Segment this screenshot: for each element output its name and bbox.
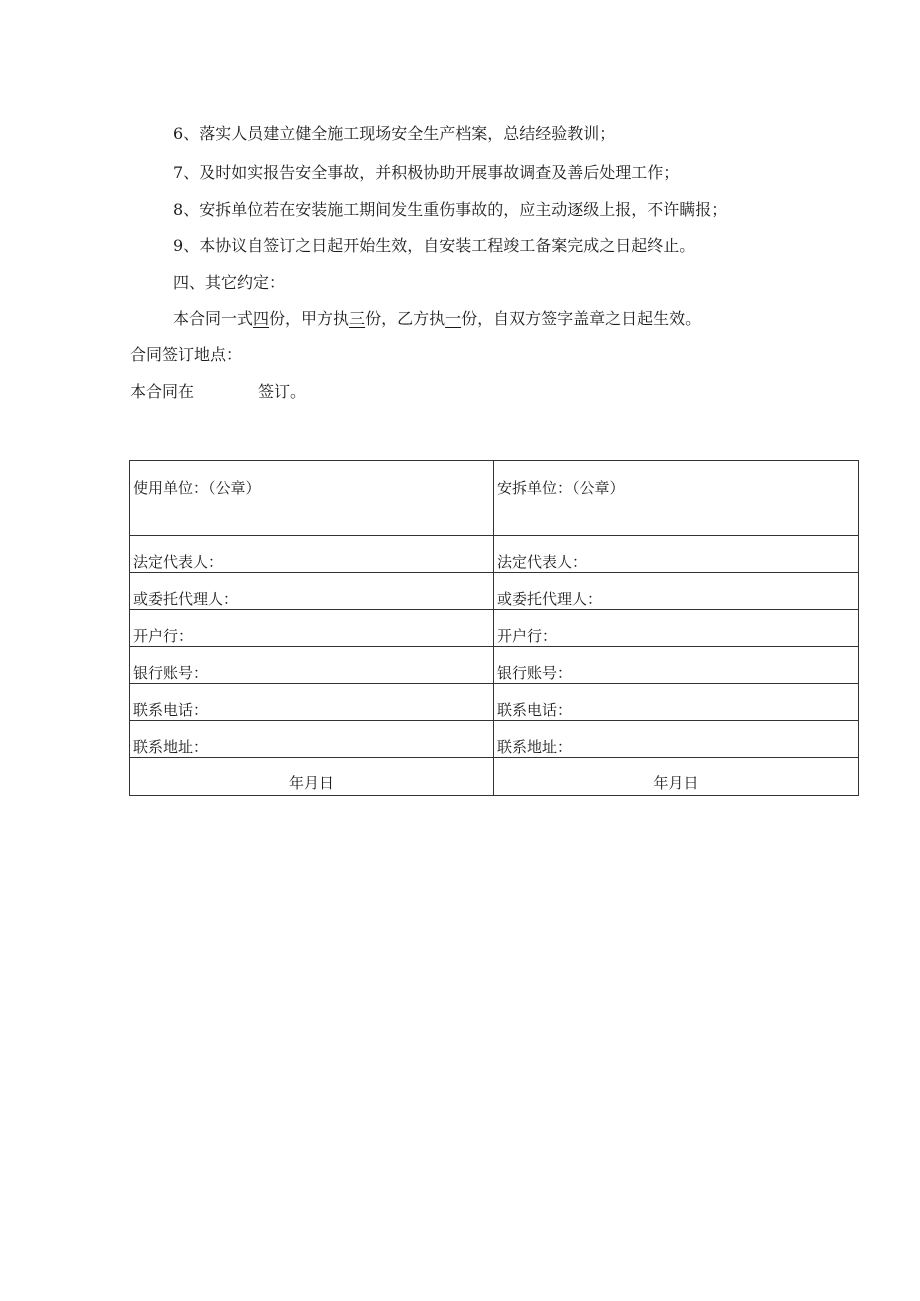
signing-place-label: 合同签订地点： xyxy=(130,345,243,364)
install-agent: 或委托代理人： xyxy=(494,573,859,610)
table-row xyxy=(130,758,859,796)
install-legal-rep: 法定代表人： xyxy=(494,536,859,573)
clause-number: 6 xyxy=(173,124,184,143)
copies-part4: 份，自双方签字盖章之日起生效。 xyxy=(461,309,702,328)
user-legal-rep: 法定代表人： xyxy=(130,536,494,573)
install-address: 联系地址： xyxy=(494,721,859,758)
copies-part1: 本合同一式 xyxy=(173,309,254,328)
user-agent: 或委托代理人： xyxy=(130,573,494,610)
table-row xyxy=(130,721,859,758)
copies-part3: 份，乙方执 xyxy=(365,309,446,328)
install-unit-seal: 安拆单位：（公章） xyxy=(494,461,859,536)
install-phone: 联系电话： xyxy=(494,684,859,721)
table-row xyxy=(130,536,859,573)
clause-9 xyxy=(173,236,695,256)
install-date: 年月日 xyxy=(494,758,859,796)
clause-text: 、本协议自签订之日起开始生效，自安装工程竣工备案完成之日起终止。 xyxy=(183,236,696,255)
clause-text: 、及时如实报告安全事故，并积极协助开展事故调查及善后处理工作； xyxy=(183,163,680,182)
copies-party-a: 三 xyxy=(349,309,366,328)
clause-7 xyxy=(173,163,679,183)
signed-at-line xyxy=(130,382,306,402)
user-date: 年月日 xyxy=(130,758,494,796)
copies-part2: 份，甲方执 xyxy=(269,309,350,328)
signature-table xyxy=(129,460,859,796)
user-bank: 开户行： xyxy=(130,610,494,647)
signed-at-suffix: 签订。 xyxy=(258,382,307,401)
clause-text: 、落实人员建立健全施工现场安全生产档案，总结经验教训； xyxy=(183,124,616,143)
install-account: 银行账号： xyxy=(494,647,859,684)
copies-total: 四 xyxy=(253,309,270,328)
signed-at-prefix: 本合同在 xyxy=(130,382,195,401)
user-unit-seal: 使用单位：（公章） xyxy=(130,461,494,536)
user-phone: 联系电话： xyxy=(130,684,494,721)
table-row xyxy=(130,573,859,610)
table-row xyxy=(130,684,859,721)
clause-6 xyxy=(173,124,615,144)
user-account: 银行账号： xyxy=(130,647,494,684)
table-row xyxy=(130,647,859,684)
clause-number: 8 xyxy=(173,200,184,219)
clause-number: 9 xyxy=(173,236,184,255)
clause-text: 、安拆单位若在安装施工期间发生重伤事故的，应主动逐级上报，不许瞒报； xyxy=(183,200,728,219)
section-four-heading: 四、其它约定： xyxy=(173,273,286,292)
copies-clause xyxy=(173,309,701,329)
clause-8 xyxy=(173,200,727,220)
clause-number: 7 xyxy=(173,163,184,182)
table-row xyxy=(130,461,859,536)
install-bank: 开户行： xyxy=(494,610,859,647)
user-address: 联系地址： xyxy=(130,721,494,758)
copies-party-b: 一 xyxy=(445,309,462,328)
table-row xyxy=(130,610,859,647)
